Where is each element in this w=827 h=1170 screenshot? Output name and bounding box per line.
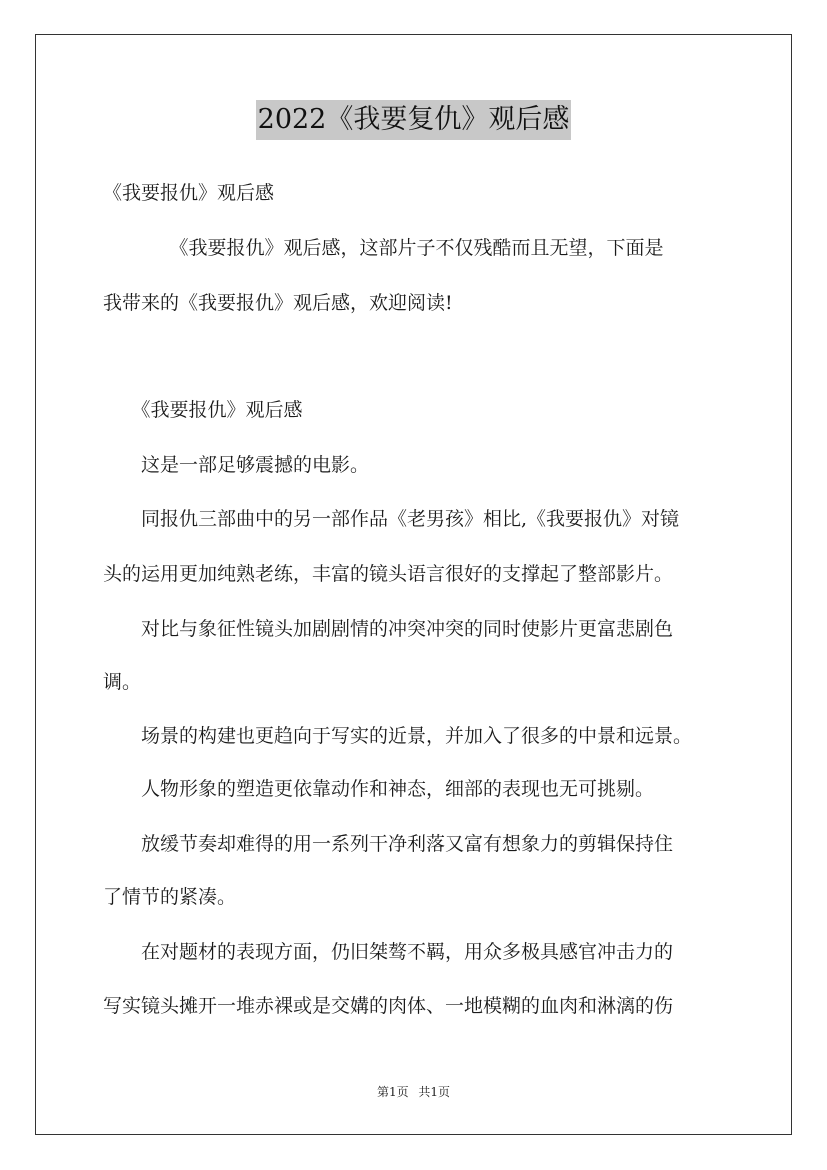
paragraph-line: 在对题材的表现方面，仍旧桀骜不羁，用众多极具感官冲击力的 <box>103 941 674 963</box>
paragraph-line: 我带来的《我要报仇》观后感，欢迎阅读! <box>103 292 453 314</box>
paragraph-line: 同报仇三部曲中的另一部作品《老男孩》相比,《我要报仇》对镜 <box>103 508 680 530</box>
title-container <box>0 100 827 140</box>
paragraph-line: 头的运用更加纯熟老练，丰富的镜头语言很好的支撑起了整部影片。 <box>103 563 674 585</box>
document-title: 2022《我要复仇》观后感 <box>256 100 572 140</box>
paragraph-line: 《我要报仇》观后感，这部片子不仅残酷而且无望，下面是 <box>103 237 664 259</box>
heading-line: 《我要报仇》观后感 <box>103 182 275 204</box>
paragraph-line: 调。 <box>103 671 142 693</box>
paragraph-line: 对比与象征性镜头加剧剧情的冲突冲突的同时使影片更富悲剧色 <box>103 618 674 640</box>
page-number: 第1页 <box>376 1085 409 1099</box>
paragraph-line: 这是一部足够震撼的电影。 <box>103 454 370 476</box>
paragraph-line: 了情节的紧凑。 <box>103 886 237 908</box>
paragraph-line: 人物形象的塑造更依靠动作和神态，细部的表现也无可挑剔。 <box>103 778 655 800</box>
subheading-line: 《我要报仇》观后感 <box>103 399 303 421</box>
page-footer <box>0 1084 827 1100</box>
paragraph-line: 写实镜头摊开一堆赤裸或是交媾的肉体、一地模糊的血肉和淋漓的伤 <box>103 995 674 1017</box>
paragraph-line: 放缓节奏却难得的用一系列干净利落又富有想象力的剪辑保持住 <box>103 833 674 855</box>
paragraph-line: 场景的构建也更趋向于写实的近景，并加入了很多的中景和远景。 <box>103 725 693 747</box>
page-total: 共1页 <box>418 1085 451 1099</box>
